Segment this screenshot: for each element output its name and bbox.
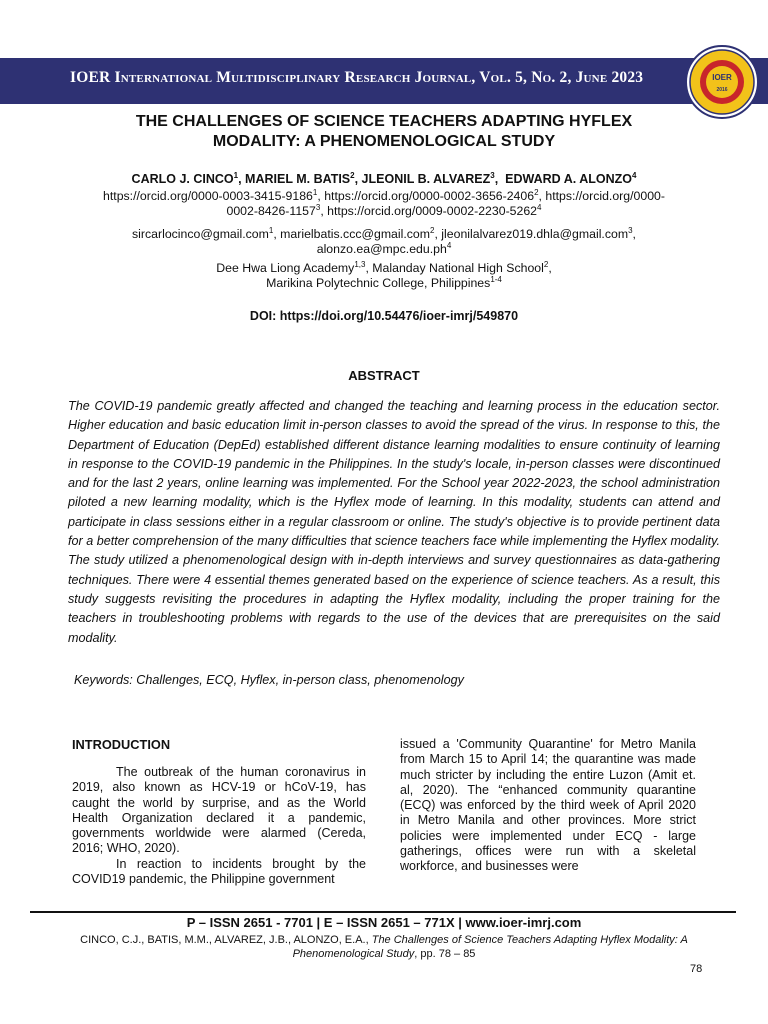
intro-paragraph-2: In reaction to incidents brought by the COVID19 pandemic, the Philippine government [72,856,366,887]
intro-paragraph-continued: issued a 'Community Quarantine' for Metro Manila from March 15 to April 14; the quarantine was made much stricter by including the entire Luzon (Amit et. al, 2020). The “enhanced community quarantine (ECQ) was enforced by the third week of April 2020 in Metro Manila and other provinces. More strict policies were implemented under ECQ - large gatherings, offices were run with a skeletal workforce, and businesses were [400,737,696,874]
citation-line: CINCO, C.J., BATIS, M.M., ALVAREZ, J.B., ALONZO, E.A., The Challenges of Science Teachers Adapting Hyflex Modality: A Phenomenological Study, pp. 78 – 85 [80,934,688,960]
doi-link[interactable]: DOI: https://doi.org/10.54476/ioer-imrj/549870 [249,309,519,323]
journal-banner [0,58,768,104]
author-name: CARLO J. CINCO [131,172,234,186]
introduction-right-column [400,737,696,875]
abstract-heading: ABSTRACT [348,368,420,383]
author-name: EDWARD A. ALONZO [505,172,632,186]
issn-line: P – ISSN 2651 - 7701 | E – ISSN 2651 – 771X | www.ioer-imrj.com [186,915,582,930]
keywords: Keywords: Challenges, ECQ, Hyflex, in-person class, phenomenology [74,673,464,687]
affiliation-list: Dee Hwa Liong Academy$^{1,3}$, Malanday National High School$^2$, Marikina Polytechnic College, Philippines$^{1-4}$ [216,259,552,290]
ioer-seal-logo [684,44,760,120]
author-name: MARIEL M. BATIS [245,172,351,186]
paper-title-line-1: THE CHALLENGES OF SCIENCE TEACHERS ADAPTING HYFLEX [135,113,633,130]
introduction-left-column [72,737,366,887]
page-number: 78 [690,963,703,975]
intro-paragraph-1: The outbreak of the human coronavirus in 2019, also known as HCV-19 or hCoV-19, has caught the world by surprise, and as the World Health Organization declared it a pandemic, governments worldwide were alarmed (Cereda, 2016; WHO, 2020). [72,765,366,856]
seal-text: IOER [712,73,732,82]
paper-title [60,112,708,152]
abstract-text: The COVID-19 pandemic greatly affected and changed the teaching and learning process in the education sector. Higher education and basic education limit in-person classes to avoid the spread of the virus. In response to this, the Department of Education (DepEd) established different distance learning modalities to ensure continuity of learning in response to the COVID-19 pandemic in the Philippines. In the study's locale, in-person classes were discontinued and for the last 2 years, online learning was implemented. For the School year 2022-2023, the school administration piloted a new learning modality, which is the Hyflex mode of learning. In this modality, students can attend and participate in class sessions either in a regular classroom or online. The study's objective is to provide pertinent data for a better comprehension of the many difficulties that science teachers face while implementing the Hyflex modality. The study utilized a phenomenological design with in-depth interviews and survey questionnaires as data-gathering techniques. There were 4 essential themes generated based on the experience of science teachers. As a result, this study suggests revisiting the procedures in adapting the Hyflex modality, including the proper training for the teachers in troubleshooting problems with regards to the use of the devices that are prerequisites on the said modality. [68,399,720,645]
email-list: sircarlocinco@gmail.com$^1$, marielbatis.ccc@gmail.com$^2$, jleonilalvarez019.dhla@gmail.com$^3$, $alonzo.ea@mpc.edu.ph^4$ [132,225,636,256]
seal-year: 2016 [716,87,728,93]
paper-title-line-2: MODALITY: A PHENOMENOLOGICAL STUDY [212,133,556,150]
introduction-heading: INTRODUCTION [72,737,171,752]
orcid-list: https://orcid.org/0000-0003-3415-9186$^1$, https://orcid.org/0000-0002-3656-2406$^2$, https://orcid.org/0000- 0002-8426-1157$^3$, https://orcid.org/0009-0002-2230-5262$^4$ [103,187,665,218]
author-name: JLEONIL B. ALVAREZ [361,172,491,186]
journal-title: IOER International Multidisciplinary Research Journal, Vol. 5, No. 2, June 2023 [70,69,644,86]
author-list: CARLO J. CINCO$^1$, MARIEL M. BATIS$^2$, JLEONIL B. ALVAREZ$^3$, EDWARD A. ALONZO$^4$ [131,170,637,186]
footer-divider [30,911,736,913]
